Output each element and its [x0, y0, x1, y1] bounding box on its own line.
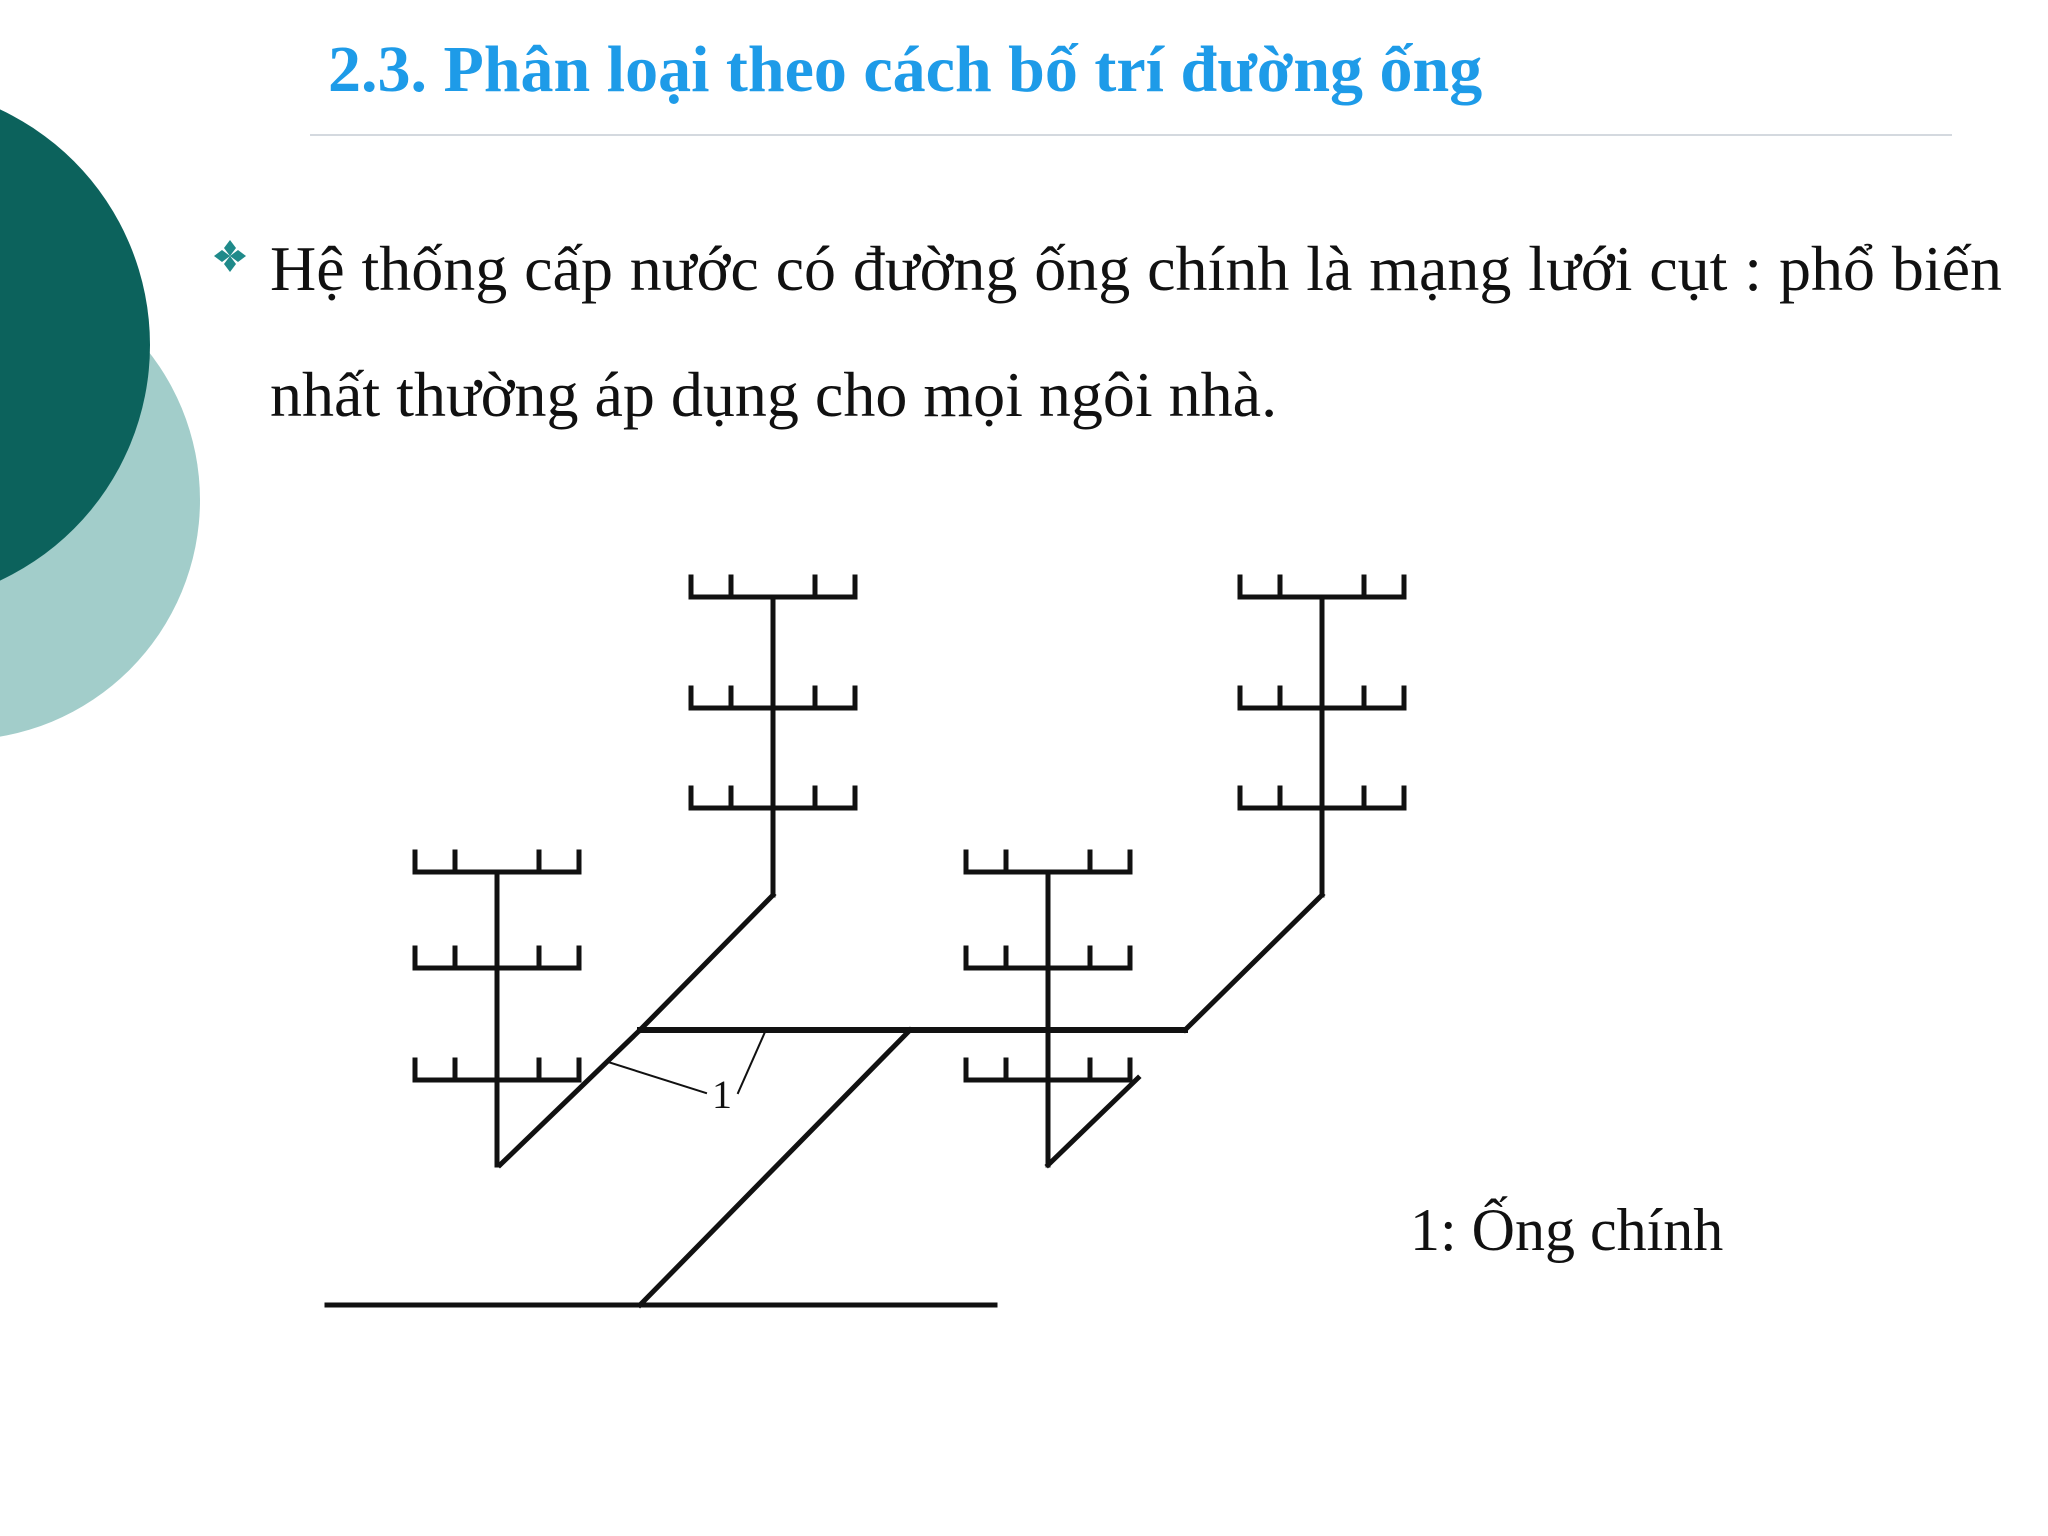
riser-group-1: [415, 852, 579, 1165]
callout: [608, 1032, 765, 1117]
branch-pipe-4: [1185, 895, 1322, 1030]
branch-pipe-3: [1048, 1078, 1138, 1165]
callout-label: 1: [712, 1072, 732, 1117]
riser-group-4: [1240, 577, 1404, 895]
risers: [415, 577, 1404, 1165]
slide-title: 2.3. Phân loại theo cách bố trí đường ống: [328, 33, 1483, 106]
branch-pipe-2: [640, 895, 773, 1030]
bullet-text: Hệ thống cấp nước có đường ống chính là mạng lưới cụt : phổ biến nhất thường áp dụng cho mọi ngôi nhà.: [270, 233, 2002, 430]
riser-group-2: [691, 577, 855, 895]
callout-leader-2: [738, 1032, 765, 1093]
riser-group-3: [966, 852, 1130, 1165]
callout-leader-1: [608, 1062, 706, 1093]
branch-pipe-1: [500, 1030, 640, 1165]
legend-text: 1: Ống chính: [1410, 1197, 1724, 1263]
main-pipe-riser: [640, 1030, 910, 1305]
